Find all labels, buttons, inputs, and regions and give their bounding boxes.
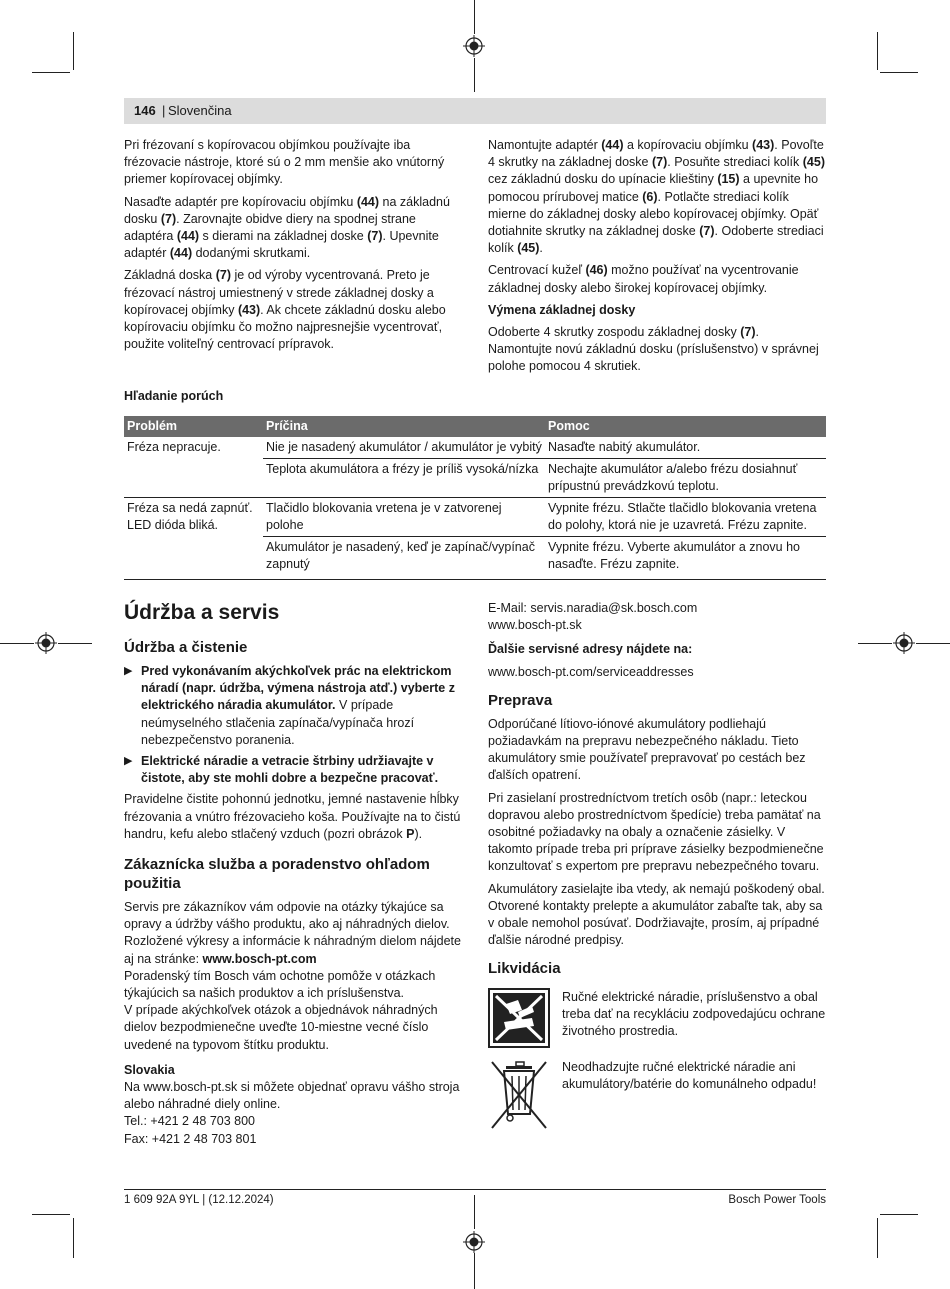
paragraph: Pravidelne čistite pohonnú jednotku, jemné nastavenie hĺbky frézovania a vnútro frézovacieho koša. Používajte na to čistú handru, kefu alebo stlačený vzduch (pozri obrázok P). [124,792,461,841]
maintenance-title: Údržba a servis [124,601,280,624]
crop-mark [0,643,34,644]
cell-problem: Fréza nepracuje. [127,440,221,454]
paragraph: Pri zasielaní prostredníctvom tretích osôb (napr.: leteckou dopravou alebo prostredníctvom špedície) treba pamätať na osobitné požiadavky na obaly a označenie zásielky. V takomto prípade treba pri príprave zásielky bezpodmienečne konzultovať s expertom pre prepravu nebezpečného tovaru. [488,790,824,874]
table-row [124,459,826,498]
cleaning-title: Údržba a čistenie [124,639,248,656]
registration-mark-icon [35,632,57,654]
left-column-lower [124,600,462,1148]
cell-problem [124,537,263,576]
cell-cause: Akumulátor je nasadený, keď je zapínač/vypínač zapnutý [263,537,545,576]
cell-remedy: Vypnite frézu. Stlačte tlačidlo blokovania vretena do polohy, ktorá nie je uzavretá. Frézu zapnite. [545,498,826,537]
website-link[interactable]: www.bosch-pt.sk [488,618,582,633]
cell-remedy: Vypnite frézu. Vyberte akumulátor a znovu ho nasaďte. Frézu zapnite. [545,537,826,576]
email[interactable]: E-Mail: servis.naradia@sk.bosch.com [488,601,698,615]
crop-mark [474,58,475,92]
paragraph: Servis pre zákazníkov vám odpovie na otázky týkajúce sa opravy a údržby vášho produktu, ako aj náhradných dielov. Rozložené výkresy a informácie k náhradným dielom nájdete aj na stránke: www.bosch-pt.com [124,900,461,966]
crop-mark [880,72,918,73]
header-remedy: Pomoc [545,416,826,437]
crop-mark [877,32,878,70]
recycling-tool-icon [488,988,550,1048]
paragraph: Pri frézovaní s kopírovacou objímkou používajte iba frézovacie nástroje, ktoré sú o 2 mm menšie ako vnútorný priemer kopírovacej objímky. [124,138,445,187]
table-bottom-rule [124,579,826,580]
table-row [124,437,826,459]
crop-mark [32,1214,70,1215]
bullet-arrow-icon: ▶ [124,665,133,677]
paragraph: Poradenský tím Bosch vám ochotne pomôže v otázkach týkajúcich sa našich produktov a ich príslušenstva. [124,968,436,1001]
paragraph: Odporúčané lítiovo-iónové akumulátory podliehajú požiadavkám na prepravu nebezpečného nákladu. Tieto akumulátory smie používateľ prepravovať po cestách bez ďalších opatrení. [488,716,806,783]
crop-mark [32,72,70,73]
page-footer [124,1189,826,1206]
phone: Tel.: +421 2 48 703 800 [124,1114,256,1129]
crop-mark [58,643,92,644]
service-link[interactable]: www.bosch-pt.com [202,951,317,966]
table-row [124,498,826,537]
right-column-lower [488,600,826,984]
cell-cause: Teplota akumulátora a frézy je príliš vysoká/nízka [263,459,545,498]
crop-mark [73,1218,74,1258]
paragraph: V prípade akýchkoľvek otázok a objednávok náhradných dielov bezpodmienečne uveďte 10-miestne vecné číslo uvedené na typovom štítku produktu. [124,1003,438,1052]
left-column-top [124,137,462,358]
crop-mark [474,1195,475,1229]
header-section: Slovenčina [168,103,232,118]
more-addresses-heading: Ďalšie servisné adresy nájdete na: [488,642,693,657]
paragraph: Namontujte adaptér (44) a kopírovaciu objímku (43). Povoľte 4 skrutky na základnej doske (7). Posuňte strediaci kolík (45) cez základnú dosku do upínacie klieštiny (15) a upevnite ho pomocou prírubovej matice (6). Potlačte strediaci kolík mierne do základnej dosky alebo kopírovacej objímky. Opäť dotiahnite skrutky na základnej doske (7). Odoberte strediaci kolík (45). [488,138,825,256]
country-text: Na www.bosch-pt.sk si môžete objednať opravu vášho stroja alebo náhradné diely online. [124,1080,460,1112]
paragraph: Centrovací kužeľ (46) možno používať na vycentrovanie základnej dosky alebo širokej kopírovacej objímky. [488,263,799,295]
cell-remedy: Nechajte akumulátor a/alebo frézu dosiahnuť prípustnú prevádzkovú teplotu. [545,459,826,498]
country-heading: Slovakia [124,1062,175,1077]
crop-mark [474,1253,475,1289]
footer-doc-id: 1 609 92A 9YL | (12.12.2024) [124,1194,274,1206]
base-plate-heading: Výmena základnej dosky [488,302,636,317]
cell-cause: Nie je nasadený akumulátor / akumulátor je vybitý [266,440,542,454]
paragraph: Odoberte 4 skrutky zospodu základnej dosky (7). Namontujte novú základnú dosku (príslušenstvo) v správnej polohe pomocou 4 skrutiek. [488,325,819,374]
service-title: Zákaznícka služba a poradenstvo ohľadom použitia [124,856,430,893]
registration-mark-icon [463,35,485,57]
list-item: ▶ Pred vykonávaním akýchkoľvek prác na elektrickom náradí (napr. údržba, výmena nástroja atď.) vyberte z elektrického náradia akumulátor. V prípade neúmyselného stlačenia zapínača/vypínača hrozí nebezpečenstvo poranenia. [124,664,455,747]
crossed-bin-icon [488,1058,550,1132]
table-row [124,537,826,576]
cell-remedy: Nasaďte nabitý akumulátor. [548,440,701,454]
paragraph: Nasaďte adaptér pre kopírovaciu objímku (44) na základnú dosku (7). Zarovnajte obidve diery na spodnej strane adaptéra (44) s dierami na základnej doske (7). Upevnite adaptér (44) dodanými skrutkami. [124,194,450,261]
crop-mark [474,0,475,34]
footer-brand: Bosch Power Tools [728,1194,826,1206]
fax: Fax: +421 2 48 703 801 [124,1131,257,1146]
disposal-text-2: Neodhadzujte ručné elektrické náradie ani akumulátory/batérie do komunálneho odpadu! [562,1060,817,1092]
header-problem: Problém [124,416,263,437]
page-number: 146 [134,103,156,118]
table-header-row [124,416,826,437]
cell-problem: Fréza sa nedá zapnúť. LED dióda bliká. [124,498,263,537]
crop-mark [73,32,74,70]
crop-mark [916,643,950,644]
cell-cause: Tlačidlo blokovania vretena je v zatvorenej polohe [263,498,545,537]
header-cause: Príčina [263,416,545,437]
troubleshooting-table [124,416,826,575]
header-separator: | [162,103,166,118]
list-item: ▶ Elektrické náradie a vetracie štrbiny udržiavajte v čistote, aby ste mohli dobre a bezpečne pracovať. [124,754,439,786]
disposal-text-1: Ručné elektrické náradie, príslušenstvo a obal treba dať na recykláciu zodpovedajúcu ochrane životného prostredia. [562,990,826,1039]
bullet-arrow-icon: ▶ [124,755,133,768]
crop-mark [880,1214,918,1215]
paragraph: Akumulátory zasielajte iba vtedy, ak nemajú poškodený obal. Otvorené kontakty prelepte a akumulátor zabaľte tak, aby sa v obale nemohol posúvať. Dodržiavajte, prosím, aj prípadné ďalšie národné predpisy. [488,881,825,948]
troubleshooting-title: Hľadanie porúch [124,389,224,403]
registration-mark-icon [893,632,915,654]
service-addresses-link[interactable]: www.bosch-pt.com/serviceaddresses [488,664,694,679]
crop-mark [858,643,892,644]
disposal-title: Likvidácia [488,960,561,978]
cell-problem [124,459,263,498]
right-column-top [488,137,826,381]
crop-mark [877,1218,878,1258]
transport-title: Preprava [488,691,553,709]
paragraph: Základná doska (7) je od výroby vycentrovaná. Preto je frézovací nástroj umiestnený v strede základnej dosky a kopírovacej objímky (43). Ak chcete základnú dosku alebo kopírovaciu objímku čo možno najpresnejšie vycentrovať, použite voliteľný centrovací prípravok. [124,268,446,352]
registration-mark-icon [463,1231,485,1253]
page-header [124,98,826,124]
